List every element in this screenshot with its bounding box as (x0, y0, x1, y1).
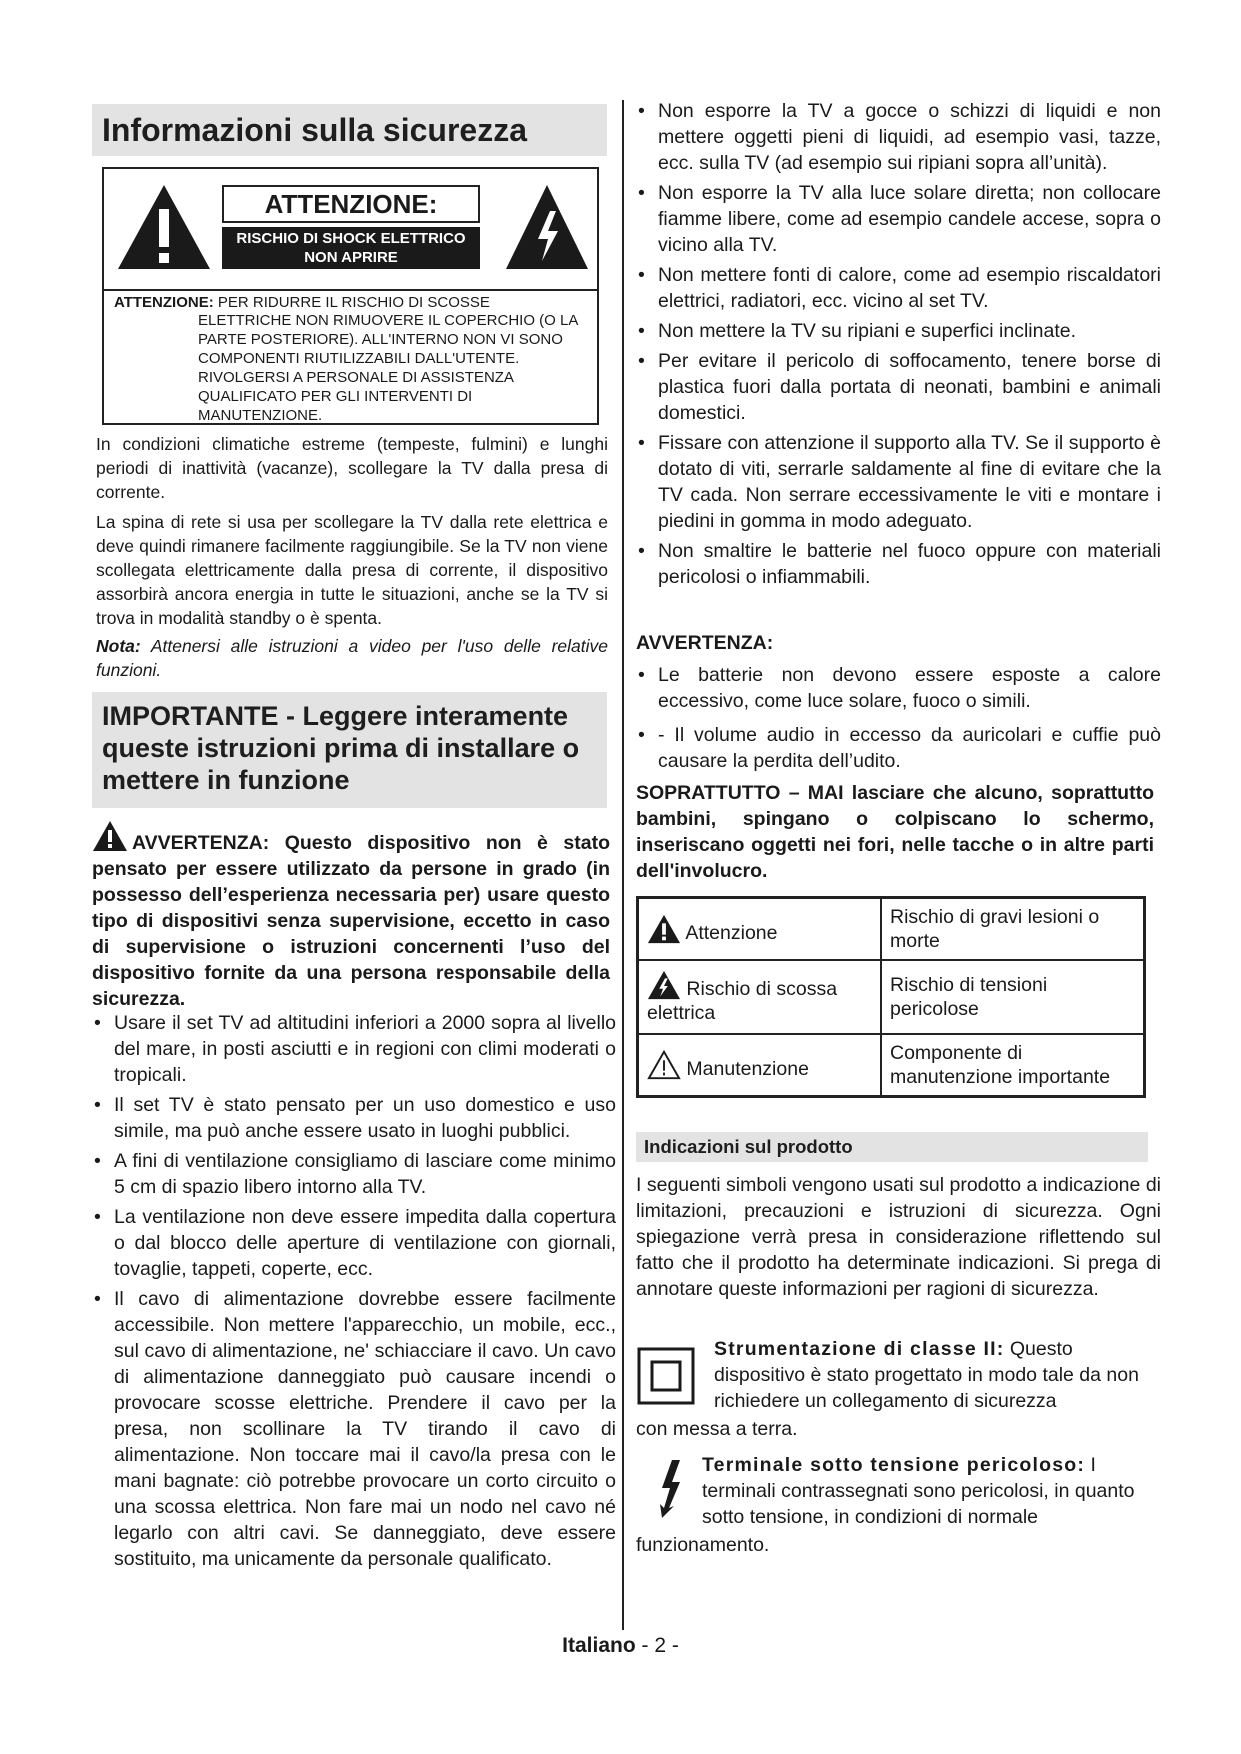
avvertenza-paragraph: AVVERTENZA: Questo dispositivo non è stato pensato per essere utilizzato da persone in grado (in possesso dell’esperienza necessaria per) usare questo tipo di dispositivi senza supervisione, eccetto in caso di supervisione o istruzioni concernenti l’uso del dispositivo fornite da una persona responsabile della sicurezza. (92, 820, 610, 1012)
list-item: • Non smaltire le batterie nel fuoco oppure con materiali pericolosi o infiammabili. (636, 538, 1161, 590)
shock-risk-label: RISCHIO DI SHOCK ELETTRICO NON APRIRE (222, 227, 480, 269)
list-item: • Fissare con attenzione il supporto alla TV. Se il supporto è dotato di viti, serrarle saldamente al fine di evitare che la TV cada. Non serrare eccessivamente le viti e montare i piedini in gomma in modo adeguato. (636, 430, 1161, 534)
soprattutto-paragraph: SOPRATTUTTO – MAI lasciare che alcuno, soprattutto bambini, spingano o colpiscano lo schermo, inseriscano oggetti nei fori, nelle tacche o in altre parti dell'involucro. (636, 782, 1154, 882)
table-cell: Componente di manutenzione importante (881, 1034, 1145, 1097)
page-title: Informazioni sulla sicurezza (92, 104, 607, 156)
warning-outline-icon (647, 1049, 681, 1081)
table-cell: Attenzione (638, 898, 882, 961)
caution-text: ATTENZIONE: PER RIDURRE IL RISCHIO DI SCOSSE ELETTRICHE NON RIMUOVERE IL COPERCHIO (O LA PARTE POSTERIORE). ALL'INTERNO NON VI SONO COMPONENTI RIUTILIZZABILI DALL'UTENTE. RIVOLGERSI A PERSONALE DI ASSISTENZA QUALIFICATO PER GLI INTERVENTI DI MANUTENZIONE. (114, 294, 578, 424)
list-item: • Il cavo di alimentazione dovrebbe essere facilmente accessibile. Non mettere l'apparecchio, un mobile, ecc., sul cavo di alimentazione, ne' schiacciare il cavo. Un cavo di alimentazione danneggiato può causare incendi o provocare scosse elettriche. Prendere il cavo per la presa, non scollinare la TV tirando il cavo di alimentazione. Non toccare mai il cavo/la presa con le mani bagnate: ciò potrebbe provocare un corto circuito o una scossa elettrica. Non fare mai un nodo nel cavo né legarlo con altri cavi. Se danneggiato, deve essere sostituito, ma unicamente da personale qualificato. (92, 1286, 616, 1572)
list-item: • Non mettere fonti di calore, come ad esempio riscaldatori elettrici, radiatori, ecc. vicino al set TV. (636, 262, 1161, 314)
shock-icon (647, 969, 681, 1001)
list-item: • Non esporre la TV alla luce solare diretta; non collocare fiamme libere, come ad esempio candele accese, sopra o vicino alla TV. (636, 180, 1161, 258)
table-row (638, 960, 1145, 1034)
list-item: • Le batterie non devono essere esposte a calore eccessivo, come luce solare, fuoco o simili. (636, 662, 1161, 714)
table-row (638, 1034, 1145, 1097)
weather-paragraph: In condizioni climatiche estreme (tempeste, fulmini) e lunghi periodi di inattività (vacanze), scollegare la TV dalla presa di corrente. (96, 434, 608, 502)
avvertenza-heading: AVVERTENZA: (636, 632, 774, 654)
lightning-triangle-icon (504, 183, 590, 271)
column-divider (622, 100, 624, 1630)
list-item: • La ventilazione non deve essere impedita dalla copertura o dal blocco delle aperture di ventilazione con giornali, tovaglie, tappeti, coperte, ecc. (92, 1204, 616, 1282)
warning-triangle-icon (116, 183, 212, 271)
list-item: • A fini di ventilazione consigliamo di lasciare come minimo 5 cm di spazio libero intorno alla TV. (92, 1148, 616, 1200)
attention-label: ATTENZIONE: (222, 185, 480, 223)
electric-warning-panel (102, 167, 599, 425)
table-cell: Rischio di tensioni pericolose (881, 960, 1145, 1034)
indicazioni-heading: Indicazioni sul prodotto (636, 1132, 1148, 1162)
table-cell: Manutenzione (638, 1034, 882, 1097)
symbol-table (636, 896, 1146, 1098)
indicazioni-paragraph: I seguenti simboli vengono usati sul prodotto a indicazione di limitazioni, precauzioni e istruzioni di sicurezza. Ogni spiegazione verrà presa in considerazione riflettendo sul fatto che il prodotto ha determinate indicazioni. Si prega di annotare queste informazioni per ragioni di sicurezza. (636, 1174, 1161, 1300)
warning-panel-header (104, 169, 597, 291)
left-safety-list (92, 1010, 616, 1576)
warning-filled-icon (647, 913, 681, 945)
list-item: • Non esporre la TV a gocce o schizzi di liquidi e non mettere oggetti pieni di liquidi, ad esempio vasi, tazze, ecc. sulla TV (ad esempio sui ripiani sopra all’unità). (636, 98, 1161, 176)
live-terminal-item: Terminale sotto tensione pericoloso: I terminali contrassegnati sono pericolosi, in quanto sotto tensione, in condizioni di normale funzionamento. (636, 1454, 1135, 1556)
list-item: • Non mettere la TV su ripiani e superfici inclinate. (636, 318, 1161, 344)
list-item: • Il set TV è stato pensato per un uso domestico e uso simile, ma può anche essere usato in luoghi pubblici. (92, 1092, 616, 1144)
class-ii-item: Strumentazione di classe II: Questo dispositivo è stato progettato in modo tale da non richiedere un collegamento di sicurezza con messa a terra. (636, 1338, 1139, 1440)
avvertenza-list (636, 662, 1161, 782)
warning-triangle-icon (92, 820, 128, 852)
page-footer: Italiano - 2 - (562, 1634, 679, 1657)
table-cell: Rischio di gravi lesioni o morte (881, 898, 1145, 961)
table-row (638, 898, 1145, 961)
list-item: • Usare il set TV ad altitudini inferiori a 2000 sopra al livello del mare, in posti asciutti e in regioni con climi moderati o tropicali. (92, 1010, 616, 1088)
list-item: • - Il volume audio in eccesso da auricolari e cuffie può causare la perdita dell’udito. (636, 722, 1161, 774)
lightning-bolt-icon (650, 1458, 690, 1520)
note-paragraph: Nota: Attenersi alle istruzioni a video per l'uso delle relative funzioni. (96, 636, 608, 680)
mains-plug-paragraph: La spina di rete si usa per scollegare la TV dalla rete elettrica e deve quindi rimanere facilmente raggiungibile. Se la TV non viene scollegata elettricamente dalla presa di corrente, il dispositivo assorbirà ancora energia in tutte le situazioni, anche se la TV si trova in modalità standby o è spenta. (96, 512, 608, 628)
table-cell: Rischio di scossa elettrica (638, 960, 882, 1034)
class-ii-icon (636, 1346, 696, 1406)
list-item: • Per evitare il pericolo di soffocamento, tenere borse di plastica fuori dalla portata di neonati, bambini e animali domestici. (636, 348, 1161, 426)
important-heading: IMPORTANTE - Leggere interamente queste istruzioni prima di installare o mettere in funzione (92, 692, 607, 808)
right-safety-list (636, 98, 1161, 594)
